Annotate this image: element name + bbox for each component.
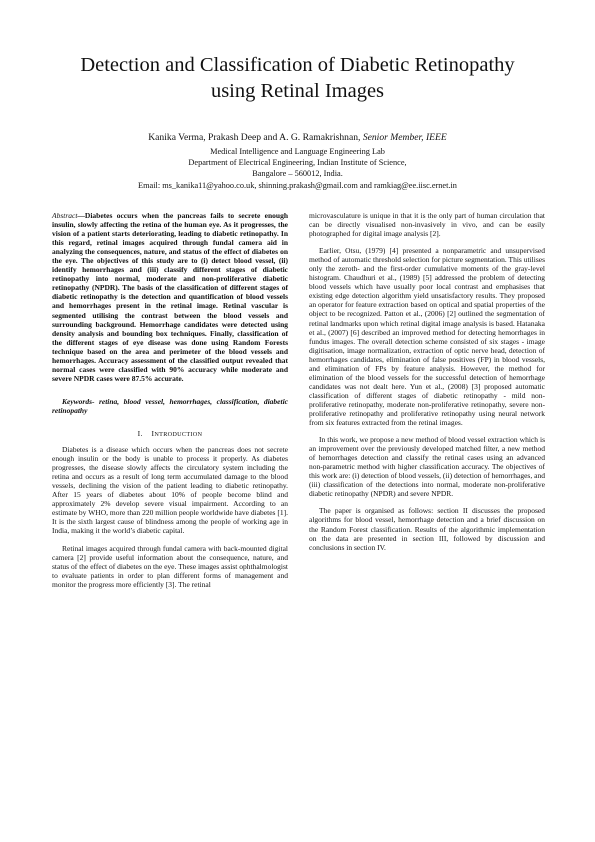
- affiliation-lab: Medical Intelligence and Language Engineering Lab: [210, 147, 385, 156]
- right-paragraph-1: microvasculature is unique in that it is the only part of human circulation that can be directly visualised non-invasively in vivo, and can be easily photographed for digital image analysis [2].: [309, 211, 545, 239]
- title-line-2: using Retinal Images: [210, 80, 385, 102]
- section-number: I.: [137, 428, 143, 438]
- abstract-label: Abstract: [52, 211, 78, 220]
- right-paragraph-4: The paper is organised as follows: section II discusses the proposed algorithms for blood vessel, hemorrhage detection and a brief discussion on the Random Forest classification. Results of the algorithmic implementation on the data are presented in section III, followed by discussion and conclusions in section IV.: [309, 506, 545, 552]
- intro-paragraph-2: Retinal images acquired through fundal camera with back-mounted digital camera [2] provide useful information about the consequence, nature, and status of the effect of diabetes on the eye. These images assist ophthalmologist to evaluate patients in order to plan different forms of management and monitor the progress more efficiently [3]. The retinal: [52, 543, 288, 589]
- abstract: [52, 211, 288, 383]
- right-column: [309, 211, 545, 552]
- affiliation-department: Department of Electrical Engineering, Indian Institute of Science,: [188, 158, 407, 168]
- author-role: Senior Member, IEEE: [362, 132, 447, 143]
- section-heading-introduction: [52, 429, 288, 439]
- section-title-rest: NTRODUCTION: [154, 430, 203, 438]
- affiliation-city: Bangalore – 560012, India.: [252, 169, 343, 179]
- author-line: [30, 132, 565, 144]
- keywords: Keywords- retina, blood vessel, hemorrhages, classification, diabetic retinopathy: [52, 396, 288, 415]
- left-column: [52, 211, 288, 589]
- abstract-text: —Diabetes occurs when the pancreas fails to secrete enough insulin, slowly affecting the retina of the human eye. As it progresses, the vision of a patient starts deteriorating, leading to diabetic retinopathy. In this regard, retinal images acquired through fundal camera aid in analyzing the consequences, nature, and status of the effect of diabetes on the eye. The objectives of this study are to (i) detect blood vessel, (ii) identify hemorrhages and (iii) classify different stages of diabetic retinopathy into normal, moderate and non-proliferative diabetic retinopathy (NPDR). The basis of the classification of different stages of diabetic retinopathy is the detection and quantification of blood vessels and hemorrhages present in the retinal image. Retinal vascular is segmented utilising the contrast between the blood vessels and surrounding background. Hemorrhage candidates were detected using density analysis and bounding box techniques. Finally, classification of the different stages of eye disease was done using Random Forests technique based on the area and perimeter of the blood vessels and hemorrhages. Accuracy assessment of the classified output revealed that normal cases were classified with 90% accuracy while moderate and severe NPDR cases were 87.5% accurate.: [52, 211, 288, 383]
- right-paragraph-3: In this work, we propose a new method of blood vessel extraction which is an improvement over the previously developed matched filter, a new method of hemorrhages detection and classify the retinal cases using an advanced non-parametric method with higher classification accuracy. The objectives of this work are: (i) detection of blood vessels, (ii) detection of hemorrhages, and (iii) classification of the detections into normal, moderate non-proliferative diabetic retinopathy (NPDR) and severe NPDR.: [309, 435, 545, 499]
- title-line-1: Detection and Classification of Diabetic Retinopathy: [80, 54, 515, 76]
- section-title-initial: I: [151, 428, 155, 438]
- right-paragraph-2: Earlier, Otsu, (1979) [4] presented a nonparametric and unsupervised method of automatic threshold selection for picture segmentation. This utilises only the zeroth- and the first-order cumulative moments of the gray-level histogram. Chaudhuri et al., (1989) [5] addressed the problem of detecting blood vessels which have usually poor local contrast and emphasises that existing edge detection algorithm yield unsatisfactory results. They proposed an operator for feature extraction based on optical and spatial properties of the object to be recognized. Patton et al., (2006) [2] outlined the segmentation of retinal landmarks upon which retinal digital image analysis is based. Hatanaka et al., (2007) [6] described an improved method for detecting hemorrhages in fundus images. The overall detection scheme consisted of six stages - image digitisation, image normalization, extraction of optic nerve head, detection of hemorrhages candidates, elimination of false positives (FP) in blood vessels, and elimination of FPs by feature analysis. However, the method for elimination of the blood vessels for the successful detection of hemorrhage candidates was not dealt here. Yun et al., (2008) [3] proposed automatic classification of different stages of diabetic retinopathy - mild non-proliferative retinopathy, moderate non-proliferative retinopathy, severe non-proliferative retinopathy and proliferative retinopathy using neural network from six features extracted from the retinal images.: [309, 246, 545, 428]
- paper-title: [30, 52, 565, 104]
- author-names: Kanika Verma, Prakash Deep and A. G. Ramakrishnan,: [148, 132, 361, 143]
- affiliation-block: [30, 146, 565, 191]
- intro-paragraph-1: Diabetes is a disease which occurs when the pancreas does not secrete enough insulin or the body is unable to process it properly. As diabetes progresses, the disease slowly affects the circulatory system including the retina and occurs as a result of long term accumulated damage to the blood vessels, declining the vision of the patient leading to diabetic retinopathy. After 15 years of diabetes about 10% of people become blind and approximately 2% develop severe visual impairment. According to an estimate by WHO, more than 220 million people worldwide have diabetes [1]. It is the sixth largest cause of blindness among the people of working age in India, making it the world’s diabetic capital.: [52, 445, 288, 536]
- affiliation-email: Email: ms_kanika11@yahoo.co.uk, shinning.prakash@gmail.com and ramkiag@ee.iisc.ernet.in: [138, 180, 457, 190]
